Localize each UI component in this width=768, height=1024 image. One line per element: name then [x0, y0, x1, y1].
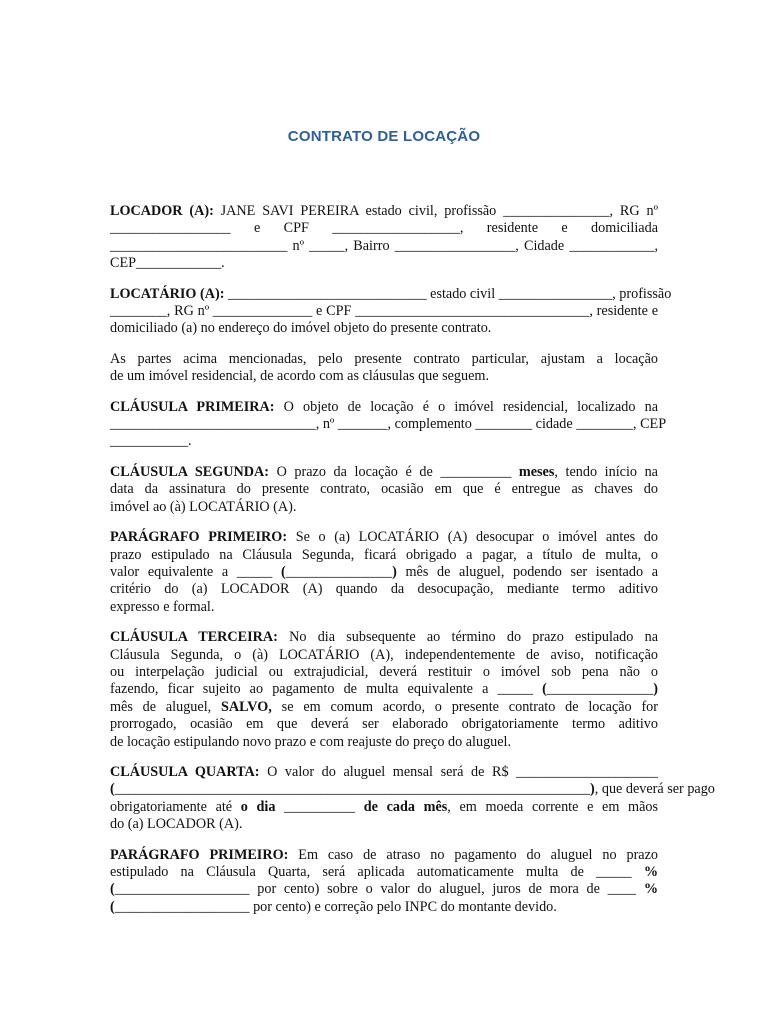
bold-text: ( — [280, 563, 286, 580]
bold-text: meses — [518, 463, 555, 480]
bold-text: SALVO, — [221, 698, 272, 715]
text-line — [110, 285, 672, 303]
text-segment: O prazo da locação é de __________ — [268, 463, 519, 480]
text-line — [110, 799, 658, 816]
paragraph — [110, 763, 715, 834]
text-segment: fazendo, ficar sujeito ao pagamento de multa equivalente a _____ — [110, 681, 543, 698]
paragraph — [110, 529, 658, 616]
text-segment: data da assinatura do presente contrato, ocasião em que é entregue as chaves do — [110, 481, 658, 498]
paragraph — [110, 398, 667, 451]
text-line — [110, 433, 658, 450]
bold-text: % — [643, 881, 658, 898]
bold-text: ) — [653, 681, 658, 698]
text-line — [110, 734, 658, 751]
text-line — [110, 399, 658, 416]
text-segment: _________________________ nº _____, Bairro _________________, Cidade ____________, — [110, 237, 658, 254]
text-segment: O valor do aluguel mensal será de R$ ____________________ — [259, 763, 658, 780]
text-segment: imóvel ao (à) LOCATÁRIO (A). — [110, 498, 297, 515]
text-segment: de locação estipulando novo prazo e com reajuste do preço do aluguel. — [110, 733, 512, 750]
text-segment: mês de aluguel, — [110, 698, 222, 715]
text-segment: ___________. — [110, 433, 192, 450]
text-segment: valor equivalente a _____ — [110, 563, 281, 580]
bold-text: % — [643, 864, 658, 880]
text-line — [110, 629, 658, 646]
text-segment: _________________ e CPF __________________, residente e domiciliada — [110, 220, 658, 237]
text-line — [110, 881, 658, 898]
paragraph — [110, 285, 672, 338]
text-line — [110, 529, 658, 546]
text-segment: ___________________________________________________________________ — [114, 781, 591, 798]
text-segment: _______________ — [546, 681, 654, 698]
text-line — [110, 481, 658, 498]
text-line — [110, 547, 658, 564]
text-line — [110, 238, 658, 255]
text-line — [110, 816, 658, 833]
paragraph — [110, 464, 658, 516]
bold-text: ( — [110, 781, 115, 798]
text-line — [110, 781, 715, 798]
text-line — [110, 499, 658, 516]
text-segment: _____________________________, nº _______, complemento ________ cidade ________, CEP — [110, 416, 667, 433]
text-segment: prazo estipulado na Cláusula Segunda, ficará obrigado a pagar, a título de multa, o — [110, 546, 658, 563]
bold-text: LOCATÁRIO (A): — [110, 285, 225, 302]
bold-text: CLÁUSULA SEGUNDA: — [110, 463, 269, 480]
text-segment: expresso e formal. — [110, 598, 215, 615]
text-segment: prorrogado, ocasião em que deverá ser elaborado obrigatoriamente termo aditivo — [110, 716, 658, 733]
bold-text: ( — [110, 881, 115, 898]
text-segment: do (a) LOCADOR (A). — [110, 816, 243, 833]
bold-text: ) — [590, 781, 595, 798]
text-segment: Em caso de atraso no pagamento do aluguel no prazo — [288, 846, 658, 863]
text-segment: obrigatoriamente até — [110, 798, 241, 815]
text-line — [110, 581, 658, 598]
text-line — [110, 864, 658, 881]
paragraph — [110, 847, 658, 917]
paragraph — [110, 203, 658, 273]
text-line — [110, 564, 658, 581]
document-title: CONTRATO DE LOCAÇÃO — [287, 128, 481, 145]
text-line — [110, 303, 658, 320]
bold-text: LOCADOR (A): — [110, 203, 214, 219]
text-segment: ___________________ por cento) sobre o valor do aluguel, juros de mora de ____ — [114, 881, 644, 898]
text-line — [110, 203, 658, 220]
text-line — [110, 255, 658, 272]
text-segment: , que deverá ser pago — [594, 781, 715, 798]
text-segment: , em moeda corrente e em mãos — [447, 798, 658, 815]
text-segment: ________, RG nº ______________ e CPF _________________________________, residente e — [110, 303, 658, 320]
text-segment: ___________________ por cento) e correção pelo INPC do montante devido. — [114, 898, 557, 915]
bold-text: PARÁGRAFO PRIMEIRO: — [110, 846, 289, 863]
text-line — [110, 647, 658, 664]
text-segment: CEP____________. — [110, 255, 225, 272]
bold-text: CLÁUSULA TERCEIRA: — [110, 629, 278, 646]
text-line — [110, 699, 658, 716]
text-segment: Se o (a) LOCATÁRIO (A) desocupar o imóvel antes do — [287, 529, 658, 546]
text-line — [110, 847, 658, 864]
bold-text: o dia — [240, 798, 276, 815]
text-line — [110, 351, 658, 368]
text-segment: No dia subsequente ao término do prazo estipulado na — [277, 629, 659, 646]
text-segment: _______________ — [285, 563, 393, 580]
text-segment: Cláusula Segunda, o (à) LOCATÁRIO (A), independentemente de aviso, notificação — [110, 646, 658, 663]
text-segment: JANE SAVI PEREIRA estado civil, profissão _______________, RG nº — [213, 203, 658, 219]
bold-text: CLÁUSULA PRIMEIRA: — [110, 398, 275, 415]
bold-text: PARÁGRAFO PRIMEIRO: — [110, 529, 288, 546]
text-segment: mês de aluguel, podendo ser isentado a — [396, 563, 658, 580]
text-segment: se em comum acordo, o presente contrato de locação for — [271, 698, 658, 715]
bold-text: de cada mês — [363, 798, 448, 815]
text-segment: estipulado na Cláusula Quarta, será aplicada automaticamente multa de _____ — [110, 864, 644, 880]
text-line — [110, 464, 658, 481]
text-segment: critério do (a) LOCADOR (A) quando da desocupação, mediante termo aditivo — [110, 581, 658, 598]
text-line — [110, 681, 658, 698]
text-segment: As partes acima mencionadas, pelo presente contrato particular, ajustam a locação — [110, 350, 658, 367]
bold-text: ) — [392, 563, 397, 580]
text-segment: ____________________________ estado civil ________________, profissão — [224, 285, 672, 302]
text-line — [110, 599, 658, 616]
text-segment: domiciliado (a) no endereço do imóvel objeto do presente contrato. — [110, 320, 492, 337]
text-line — [110, 764, 658, 781]
text-segment: de um imóvel residencial, de acordo com as cláusulas que seguem. — [110, 368, 489, 385]
text-segment: , tendo início na — [554, 463, 658, 480]
text-line — [110, 664, 658, 681]
text-line — [110, 320, 658, 337]
bold-text: CLÁUSULA QUARTA: — [110, 763, 260, 780]
bold-text: ( — [110, 898, 115, 915]
bold-text: ( — [542, 681, 547, 698]
text-line — [110, 368, 658, 385]
document-body — [110, 203, 715, 929]
text-line — [110, 716, 658, 733]
paragraph — [110, 629, 658, 751]
text-line — [110, 416, 667, 433]
paragraph — [110, 351, 658, 386]
text-segment: ou interpelação judicial ou extrajudicial, deverá restituir o imóvel sob pena não o — [110, 663, 658, 680]
text-segment: __________ — [275, 798, 364, 815]
text-line — [110, 220, 658, 237]
text-line — [110, 899, 658, 916]
text-segment: O objeto de locação é o imóvel residencial, localizado na — [274, 398, 658, 415]
